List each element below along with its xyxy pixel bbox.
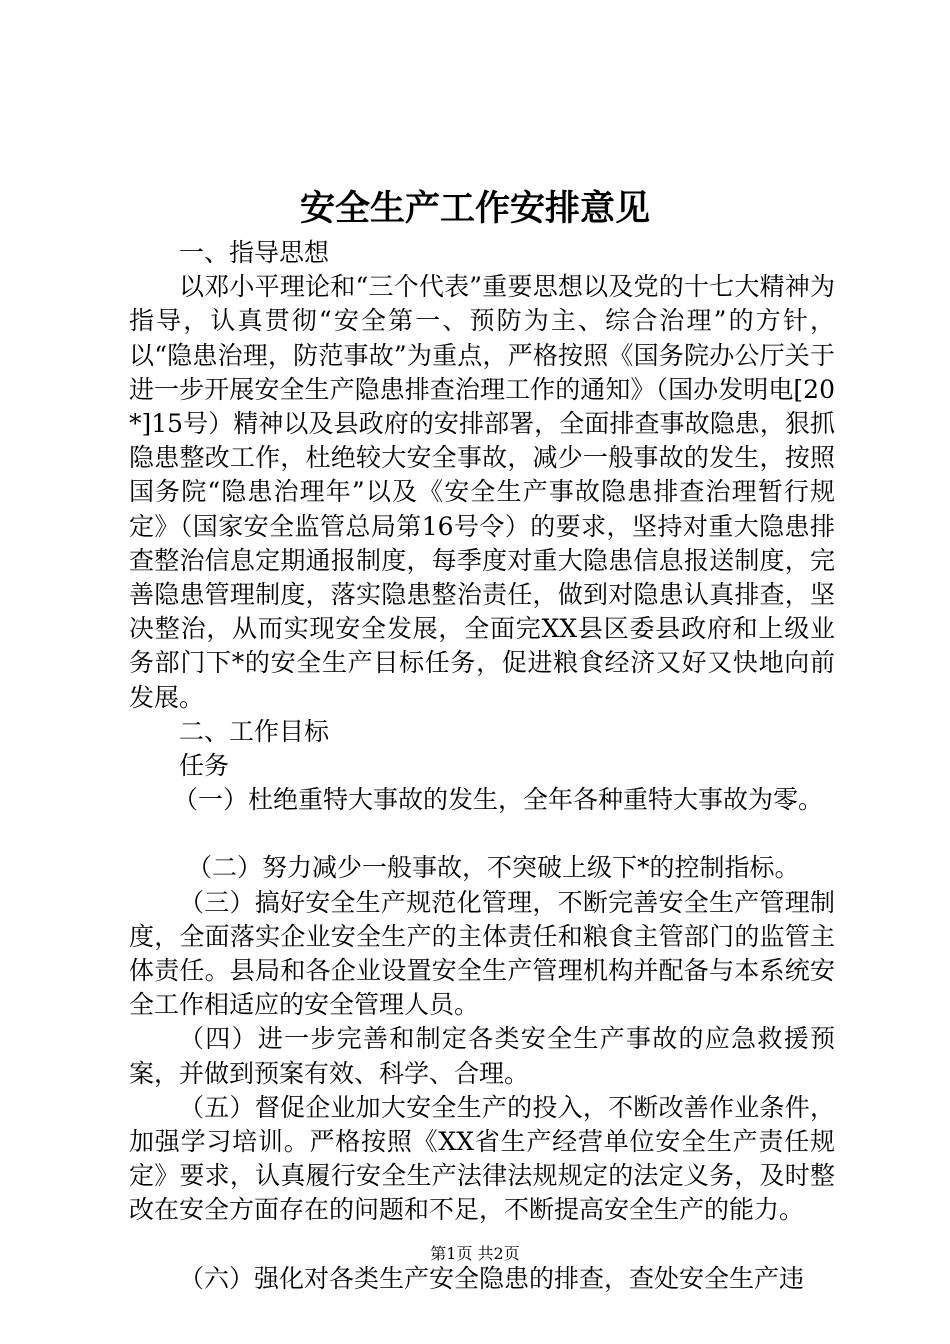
task-item-4: （四）进一步完善和制定各类安全生产事故的应急救援预案，并做到预案有效、科学、合理。 [129, 1024, 835, 1088]
task-item-6: （六）强化对各类生产安全隐患的排查，查处安全生产违 [179, 1263, 805, 1293]
task-item-5: （五）督促企业加大安全生产的投入，不断改善作业条件，加强学习培训。严格按照《XX省生产经营单位安全生产责任规定》要求，认真履行安全生产法律法规规定的法定义务，及时整改在安全方面存在的问题和不足，不断提高安全生产的能力。 [129, 1092, 835, 1225]
section-subheading-tasks: 任务 [179, 751, 230, 781]
section-heading-work-goals: 二、工作目标 [179, 716, 330, 746]
task-item-1: （一）杜绝重特大事故的发生，全年各种重特大事故为零。 [173, 785, 824, 815]
page-title: 安全生产工作安排意见 [299, 188, 650, 229]
task-item-3: （三）搞好安全生产规范化管理，不断完善安全生产管理制度，全面落实企业安全生产的主体责任和粮食主管部门的监管主体责任。县局和各企业设置安全生产管理机构并配备与本系统安全工作相适应的安全管理人员。 [129, 887, 835, 1020]
section-heading-guiding-ideology: 一、指导思想 [179, 238, 330, 267]
paragraph-guiding-ideology: 以邓小平理论和“三个代表”重要思想以及党的十七大精神为指导，认真贯彻“安全第一、预防为主、综合治理”的方针，以“隐患治理，防范事故”为重点，严格按照《国务院办公厅关于进一步开展安全生产隐患排查治理工作的通知》（国办发明电[20*]15号）精神以及县政府的安排部署，全面排查事故隐患，狠抓隐患整改工作，杜绝较大安全事故，减少一般事故的发生，按照国务院“隐患治理年”以及《安全生产事故隐患排查治理暂行规定》（国家安全监管总局第16号令）的要求，坚持对重大隐患排查整治信息定期通报制度，每季度对重大隐患信息报送制度，完善隐患管理制度，落实隐患整治责任，做到对隐患认真排查，坚决整治，从而实现安全发展，全面完XX县区委县政府和上级业务部门下*的安全生产目标任务，促进粮食经济又好又快地向前发展。 [129, 272, 835, 712]
document-body [129, 236, 835, 1296]
spacer [129, 817, 835, 851]
task-item-2: （二）努力减少一般事故，不突破上级下*的控制指标。 [187, 853, 800, 883]
page-number-footer: 第1页 共2页 [430, 1244, 520, 1263]
